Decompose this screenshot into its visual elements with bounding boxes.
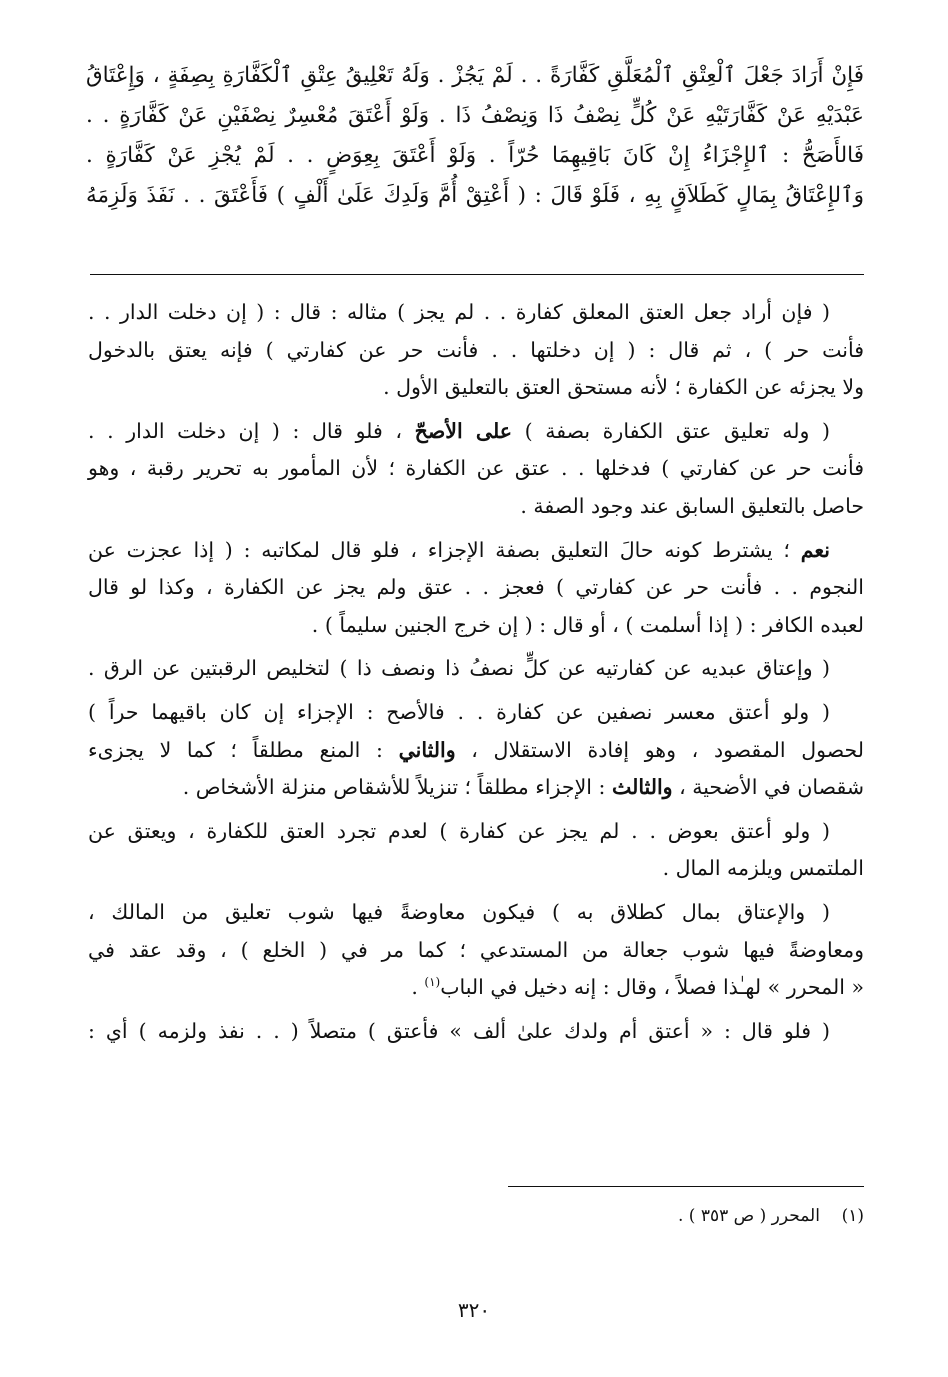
footnote-text: المحرر ( ص ٣٥٣ ) . <box>678 1206 820 1226</box>
commentary-text: : المنع مطلقاً ؛ كما لا يجزىء <box>88 737 399 762</box>
commentary-line <box>88 732 864 770</box>
main-text-line-4: وَٱلإِعْتَاقُ بِمَالٍ كَطَلاَقٍ بِهِ ، فَلَوْ قَالَ : ( أَعْتِقْ أُمَّ وَلَدِكَ عَلَىٰ أَلْفٍ ) فَأَعْتَقَ . . نَفَذَ وَلَزِمَهُ <box>86 183 864 208</box>
commentary-line <box>88 969 864 1007</box>
commentary-line: فأنت حر عن كفارتي ) فدخلها . . عتق عن الكفارة ؛ لأن المأمور به تحرير رقبة ، وهو <box>88 456 864 481</box>
page-number: ٣٢٠ <box>457 1298 491 1322</box>
commentary-line: ( ولو أعتق بعوض . . لم يجز عن كفارة ) لعدم تجرد العتق للكفارة ، ويعتق عن <box>88 818 830 843</box>
commentary-text: لحصول المقصود ، وهو إفادة الاستقلال ، <box>455 737 864 762</box>
main-divider-line <box>90 274 864 275</box>
commentary-paragraph <box>88 894 864 1007</box>
commentary-line: ( وإعتاق عبديه عن كفارتيه عن كلٍّ نصفُ ذا ونصف ذا ) لتخليص الرقبتين عن الرق . <box>88 656 830 681</box>
commentary-paragraph <box>88 532 864 645</box>
footnote-divider-line <box>508 1186 864 1187</box>
commentary-line: لعبده الكافر : ( إذا أسلمت ) ، أو قال : ( إن خرج الجنين سليماً ) . <box>311 612 864 637</box>
commentary-line <box>88 413 864 451</box>
main-text-block <box>86 56 864 216</box>
commentary-line: ولا يجزئه عن الكفارة ؛ لأنه مستحق العتق بالتعليق الأول . <box>383 375 864 400</box>
commentary-line <box>88 532 864 570</box>
commentary-paragraph <box>88 1013 864 1051</box>
commentary-paragraph <box>88 694 864 807</box>
footnote-marker: (١) <box>841 1206 864 1226</box>
commentary-text: شقصان في الأضحية ، <box>672 775 864 800</box>
commentary-text: ( وله تعليق عتق الكفارة بصفة ) <box>511 418 830 443</box>
commentary-paragraph <box>88 413 864 526</box>
commentary-paragraph <box>88 650 864 688</box>
bold-term: والثالث <box>611 775 673 800</box>
commentary-paragraph <box>88 294 864 407</box>
main-text-line-2: عَبْدَيْهِ عَنْ كَفَّارَتَيْهِ عَنْ كُلٍّ نِصْفُ ذَا وَنِصْفُ ذَا . وَلَوْ أَعْتَقَ مُعْسِرٌ نِصْفَيْنِ عَنْ كَفَّارَةٍ . . <box>86 103 864 128</box>
commentary-line: فأنت حر ) ، ثم قال : ( إن دخلتها . . فأنت حر عن كفارتي ) فإنه يعتق بالدخول <box>88 337 864 362</box>
commentary-block <box>88 294 864 1056</box>
commentary-text: « المحرر » لهـٰذا فصلاً ، وقال : إنه دخيل في الباب <box>440 975 864 1000</box>
commentary-line: ( فلو قال : « أعتق أم ولدك علىٰ ألف » فأعتق ) متصلاً ( . . نفذ ولزمه ) أي : <box>88 1018 830 1043</box>
main-text-line-3: فَالأَصَحُّ : ٱلإِجْزَاءُ إِنْ كَانَ بَاقِيهِمَا حُرّاً . وَلَوْ أَعْتَقَ بِعِوَضٍ . . لَمْ يُجْزِ عَنْ كَفَّارَةٍ . <box>86 143 864 168</box>
commentary-paragraph <box>88 813 864 888</box>
commentary-line: ( فإن أراد جعل العتق المعلق كفارة . . لم يجز ) مثاله : قال : ( إن دخلت الدار . . <box>88 300 830 324</box>
commentary-text: ؛ يشترط كونه حالَ التعليق بصفة الإجزاء ، فلو قال لمكاتبه : ( إذا عجزت عن <box>88 537 801 562</box>
commentary-text: . <box>411 975 425 1000</box>
main-text-line-1: فَإِنْ أَرَادَ جَعْلَ ٱلْعِتْقِ ٱلْمُعَلَّقِ كَفَّارَةً . . لَمْ يَجُزْ . وَلَهُ تَعْلِيقُ عِتْقِ ٱلْكَفَّارَةِ بِصِفَةٍ ، وَإِعْتَاقُ <box>86 63 864 88</box>
bold-term: والثاني <box>398 737 456 762</box>
commentary-text: : الإجزاء مطلقاً ؛ تنزيلاً للأشقاص منزلة الأشخاص . <box>182 775 612 800</box>
commentary-line: الملتمس ويلزمه المال . <box>662 856 864 881</box>
commentary-line: حاصل بالتعليق السابق عند وجود الصفة . <box>520 493 864 518</box>
bold-term: نعم <box>800 537 830 562</box>
commentary-line: النجوم . . فأنت حر عن كفارتي ) فعجز . . عتق ولم يجز عن الكفارة ، وكذا لو قال <box>88 575 864 600</box>
footnote <box>678 1206 864 1226</box>
commentary-text: ، فلو قال : ( إن دخلت الدار . . <box>88 418 415 443</box>
commentary-line: ( والإعتاق بمال كطلاق به ) فيكون معاوضةً فيها شوب تعليق من المالك ، <box>88 899 830 924</box>
bold-term: على الأصحّ <box>414 418 512 443</box>
commentary-line <box>88 769 864 807</box>
commentary-line: ( ولو أعتق معسر نصفين عن كفارة . . فالأصح : الإجزاء إن كان باقيهما حراً ) <box>88 699 830 724</box>
commentary-line: ومعاوضةً فيها شوب جعالة من المستدعي ؛ كما مر في ( الخلع ) ، وقد عقد في <box>88 937 864 962</box>
footnote-reference[interactable]: (١) <box>424 975 441 990</box>
